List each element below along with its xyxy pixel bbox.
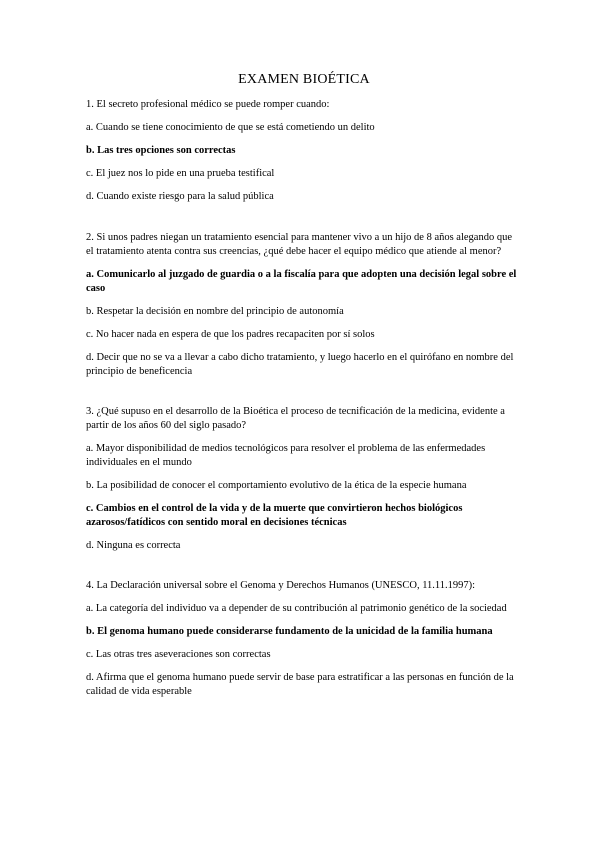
question-4 [86,579,522,699]
option-c-correct: c. Cambios en el control de la vida y de la muerte que convirtieron hechos biológicos azarosos/fatídicos con sentido moral en decisiones técnicas [86,503,463,528]
question-text: 3. ¿Qué supuso en el desarrollo de la Bioética el proceso de tecnificación de la medicina, evidente a partir de los años 60 del siglo pasado? [86,406,505,431]
option-d: d. Cuando existe riesgo para la salud pública [86,191,274,202]
page-title: EXAMEN BIOÉTICA [238,72,370,87]
option-a: a. Cuando se tiene conocimiento de que se está cometiendo un delito [86,122,375,133]
exam-page [86,72,522,723]
question-2 [86,231,522,379]
option-a-correct: a. Comunicarlo al juzgado de guardia o a la fiscalía para que adopten una decisión legal sobre el caso [86,269,517,294]
question-text: 4. La Declaración universal sobre el Genoma y Derechos Humanos (UNESCO, 11.11.1997): [86,580,476,591]
question-text: 1. El secreto profesional médico se puede romper cuando: [86,99,330,110]
option-a: a. La categoría del individuo va a depender de su contribución al patrimonio genético de la sociedad [86,603,507,614]
option-c: c. El juez nos lo pide en una prueba testifical [86,168,275,179]
question-text: 2. Si unos padres niegan un tratamiento esencial para mantener vivo a un hijo de 8 años alegando que el tratamiento atenta contra sus creencias, ¿qué debe hacer el equipo médico que atiende al menor? [86,232,512,257]
option-d: d. Ninguna es correcta [86,540,181,551]
option-b: b. La posibilidad de conocer el comportamiento evolutivo de la ética de la especie humana [86,480,467,491]
option-c: c. Las otras tres aseveraciones son correctas [86,649,271,660]
option-c: c. No hacer nada en espera de que los padres recapaciten por sí solos [86,329,375,340]
option-b-correct: b. El genoma humano puede considerarse fundamento de la unicidad de la familia humana [86,626,493,637]
question-1 [86,98,522,204]
option-d: d. Afirma que el genoma humano puede servir de base para estratificar a las personas en función de la calidad de vida esperable [86,672,514,697]
question-3 [86,405,522,553]
option-a: a. Mayor disponibilidad de medios tecnológicos para resolver el problema de las enfermedades individuales en el mundo [86,443,486,468]
option-d: d. Decir que no se va a llevar a cabo dicho tratamiento, y luego hacerlo en el quirófano en nombre del principio de beneficencia [86,352,514,377]
option-b: b. Respetar la decisión en nombre del principio de autonomía [86,306,344,317]
option-b-correct: b. Las tres opciones son correctas [86,145,236,156]
